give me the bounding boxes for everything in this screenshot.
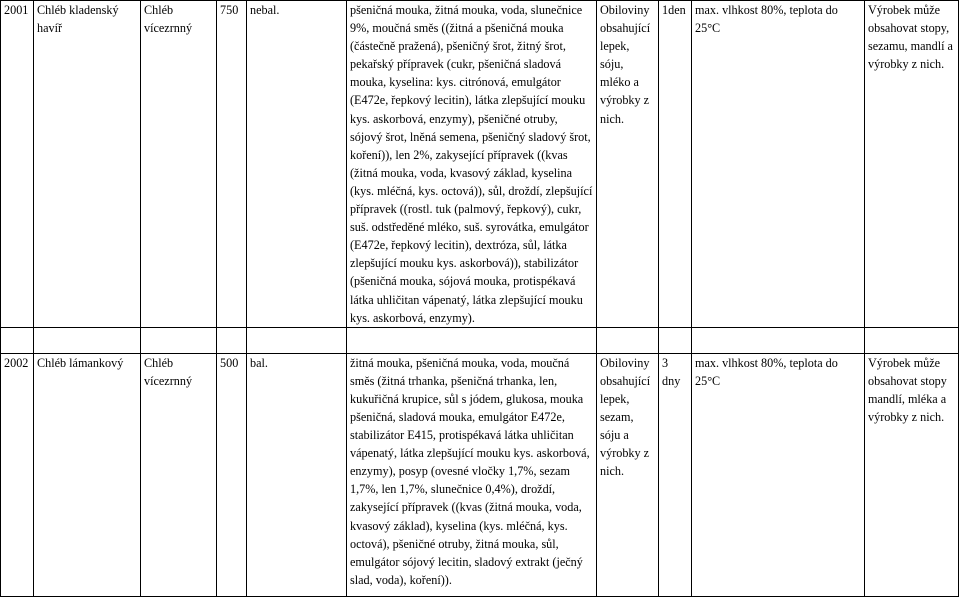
product-packaging: bal. — [250, 355, 268, 370]
product-shelf-life: 1den — [662, 3, 686, 17]
product-category: Chléb vícezrnný — [144, 355, 193, 388]
product-storage: max. vlhkost 80%, teplota do 25°C — [695, 3, 838, 36]
spacer-cell — [659, 327, 692, 353]
product-category: Chléb vícezrnný — [144, 3, 193, 36]
product-weight: 500 — [220, 355, 239, 370]
product-note: Výrobek může obsahovat stopy, sezamu, mandlí a výrobky z nich. — [868, 3, 953, 72]
product-allergens-cell — [597, 1, 659, 328]
spacer-cell — [347, 327, 597, 353]
product-note-cell — [865, 1, 959, 328]
table-spacer-row — [1, 327, 959, 353]
product-allergens: Obiloviny obsahující lepek, sezam, sóju a výrobky z nich. — [600, 355, 651, 479]
product-storage: max. vlhkost 80%, teplota do 25°C — [695, 355, 838, 388]
product-name: Chléb lámankový — [37, 355, 124, 370]
product-shelf-life-cell — [659, 1, 692, 328]
spacer-cell — [247, 327, 347, 353]
product-allergens: Obiloviny obsahující lepek, sóju, mléko a výrobky z nich. — [600, 3, 651, 126]
product-category-cell — [141, 1, 217, 328]
spacer-cell — [217, 327, 247, 353]
product-code: 2002 — [4, 355, 29, 370]
product-ingredients: pšeničná mouka, žitná mouka, voda, slunečnice 9%, moučná směs ((žitná a pšeničná mouka (částečně pražená), pšeničný šrot, žitný šrot, pekařský přípravek (cukr, pšeničná sladová mouka, kyselina: kys. citrónová, emulgátor (E472e, řepkový lecitin), látka zlepšující mouku kys. askorbová, enzymy), pšeničné otruby, sójový šrot, lněná semena, pšeničný sladový šrot, koření)), len 2%, zakysející přípravek ((kvas (žitná mouka, voda, kvasový základ, kyselina (kys. mléčná, kys. octová)), sůl, droždí, zlepšující přípravek ((rostl. tuk (palmový, řepkový), cukr, suš. odstředěné mléko, suš. syrovátka, emulgátor (E472e, řepkový lecitin), dextróza, sůl, látka zlepšující mouku kys. askorbová)), stabilizátor (pšeničná mouka, sójová mouka, protispékavá látka uhličitan vápenatý, látka zlepšující mouku kys. askorbová, enzymy). — [350, 3, 593, 325]
product-ingredients-cell — [347, 1, 597, 328]
product-ingredients: žitná mouka, pšeničná mouka, voda, moučná směs (žitná trhanka, pšeničná trhanka, len, kukuřičná krupice, sůl s jódem, glukosa, mouka pšeničná, sladová mouka, emulgátor E472e, stabilizátor E415, protispékavá látka uhličitan vápenatý, látka zlepšující mouku kys. askorbová, enzymy), posyp (ovesné vločky 1,7%, sezam 1,7%, len 1,7%, slunečnice 0,4%), droždí, zakysející přípravek ((kvas (žitná mouka, voda, kvasový základ), kyselina (kys. mléčná, kys. octová), pšeničné otruby, žitná mouka, sůl, emulgátor sójový lecitin, sladový extrakt (ječný slad, voda), koření)). — [350, 355, 590, 587]
spacer-cell — [865, 327, 959, 353]
product-code-cell — [1, 1, 34, 328]
spacer-cell — [597, 327, 659, 353]
spacer-cell — [1, 327, 34, 353]
spacer-cell — [692, 327, 865, 353]
product-name-cell — [34, 353, 141, 596]
product-allergens-cell — [597, 353, 659, 596]
product-storage-cell — [692, 1, 865, 328]
product-shelf-life: 3 dny — [662, 355, 681, 388]
spacer-cell — [34, 327, 141, 353]
product-code-cell — [1, 353, 34, 596]
product-shelf-life-cell — [659, 353, 692, 596]
product-packaging: nebal. — [250, 3, 280, 17]
product-packaging-cell — [247, 1, 347, 328]
product-packaging-cell — [247, 353, 347, 596]
product-storage-cell — [692, 353, 865, 596]
product-ingredients-cell — [347, 353, 597, 596]
product-name-cell — [34, 1, 141, 328]
product-note-cell — [865, 353, 959, 596]
spacer-cell — [141, 327, 217, 353]
product-weight-cell — [217, 353, 247, 596]
product-name: Chléb kladenský havíř — [37, 3, 119, 36]
product-weight-cell — [217, 1, 247, 328]
product-note: Výrobek může obsahovat stopy mandlí, mléka a výrobky z nich. — [868, 355, 947, 424]
table-row — [1, 353, 959, 596]
product-code: 2001 — [4, 3, 29, 17]
product-category-cell — [141, 353, 217, 596]
table-row — [1, 1, 959, 328]
product-weight: 750 — [220, 3, 239, 17]
